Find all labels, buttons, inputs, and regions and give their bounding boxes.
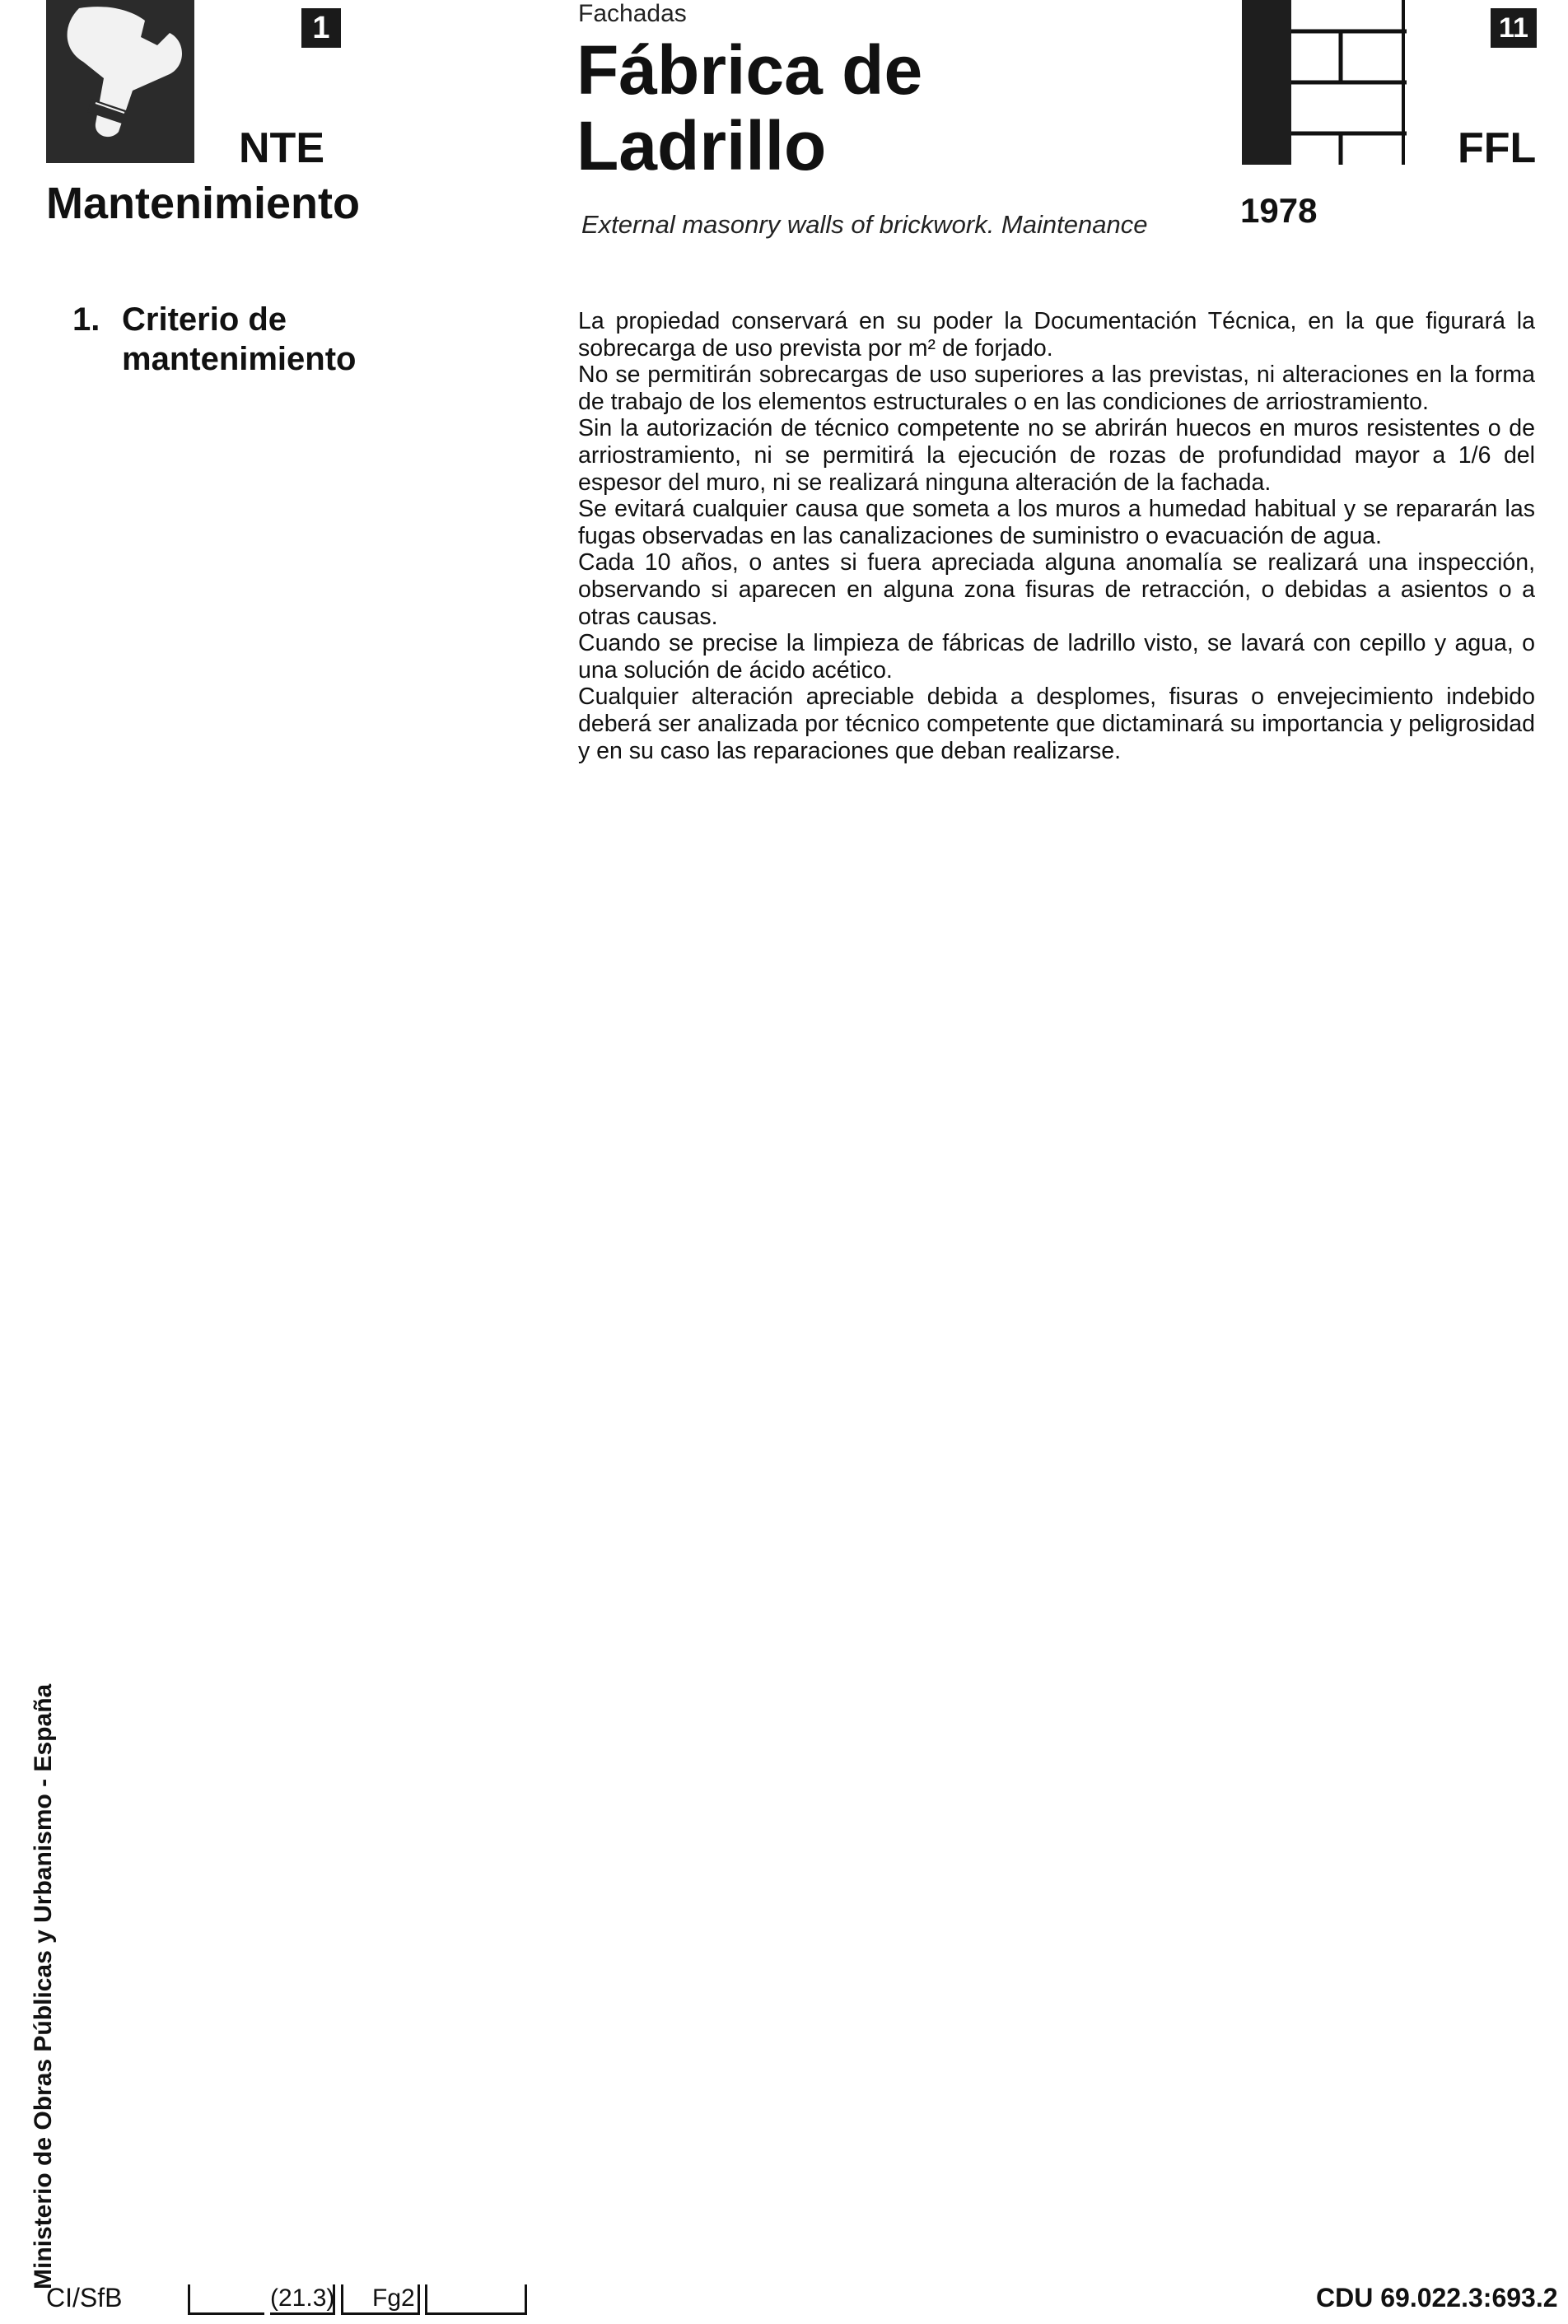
paragraph: Se evitará cualquier causa que someta a los muros a humedad habitual y se repararán las fugas observadas en las canalizaciones de suministro o evacuación de agua. xyxy=(578,496,1535,549)
section-number-badge: 1 xyxy=(301,8,341,48)
cisfb-label: CI/SfB xyxy=(46,2283,123,2312)
brick-pattern-icon xyxy=(1242,0,1407,165)
section-number: 1. xyxy=(72,301,100,338)
english-subtitle: External masonry walls of brickwork. Maintenance xyxy=(581,210,1148,239)
page-title-line2: Ladrillo xyxy=(576,107,827,184)
nte-label: NTE xyxy=(239,124,324,172)
classification-code: Fg2 xyxy=(372,2284,415,2312)
section-title-line2: mantenimiento xyxy=(122,341,357,377)
category-label: Fachadas xyxy=(578,0,687,27)
section-body xyxy=(578,308,1535,764)
classification-code: (21.3) xyxy=(270,2284,335,2312)
document-code: FFL xyxy=(1458,124,1537,172)
cisfb-classification-boxes xyxy=(188,2284,527,2314)
classification-box xyxy=(425,2284,527,2315)
ministry-sidebar-text: Ministerio de Obras Públicas y Urbanismo - España xyxy=(30,1683,57,2289)
document-number-badge: 11 xyxy=(1491,8,1537,48)
paragraph: La propiedad conservará en su poder la Documentación Técnica, en la que figurará la sobrecarga de uso prevista por m² de forjado. xyxy=(578,308,1535,362)
paragraph: Cualquier alteración apreciable debida a desplomes, fisuras o envejecimiento indebido deberá ser analizada por técnico competente que dictaminará su importancia y peligrosidad y en su caso las reparaciones que deban realizarse. xyxy=(578,684,1535,764)
paragraph: Cada 10 años, o antes si fuera apreciada alguna anomalía se realizará una inspección, observando si aparecen en alguna zona fisuras de retracción, o debidas a asientos o a otras causas. xyxy=(578,549,1535,630)
cdu-code: CDU 69.022.3:693.2 xyxy=(1316,2283,1558,2312)
paragraph: Sin la autorización de técnico competente no se abrirán huecos en muros resistentes o de arriostramiento, ni se permitirá la ejecución de rozas de profundidad mayor a 1/6 del espesor del muro, ni se realizará ninguna alteración de la fachada. xyxy=(578,415,1535,496)
page-title-line1: Fábrica de xyxy=(576,31,923,109)
mantenimiento-label: Mantenimiento xyxy=(46,179,361,228)
section-title-line1: Criterio de xyxy=(122,301,287,338)
nte-logo-wrench-icon xyxy=(46,0,194,163)
paragraph: Cuando se precise la limpieza de fábricas de ladrillo visto, se lavará con cepillo y agua, o una solución de ácido acético. xyxy=(578,630,1535,684)
paragraph: No se permitirán sobrecargas de uso superiores a las previstas, ni alteraciones en la forma de trabajo de los elementos estructurales o en las condiciones de arriostramiento. xyxy=(578,362,1535,415)
classification-box xyxy=(188,2284,264,2315)
publication-year: 1978 xyxy=(1240,191,1318,230)
